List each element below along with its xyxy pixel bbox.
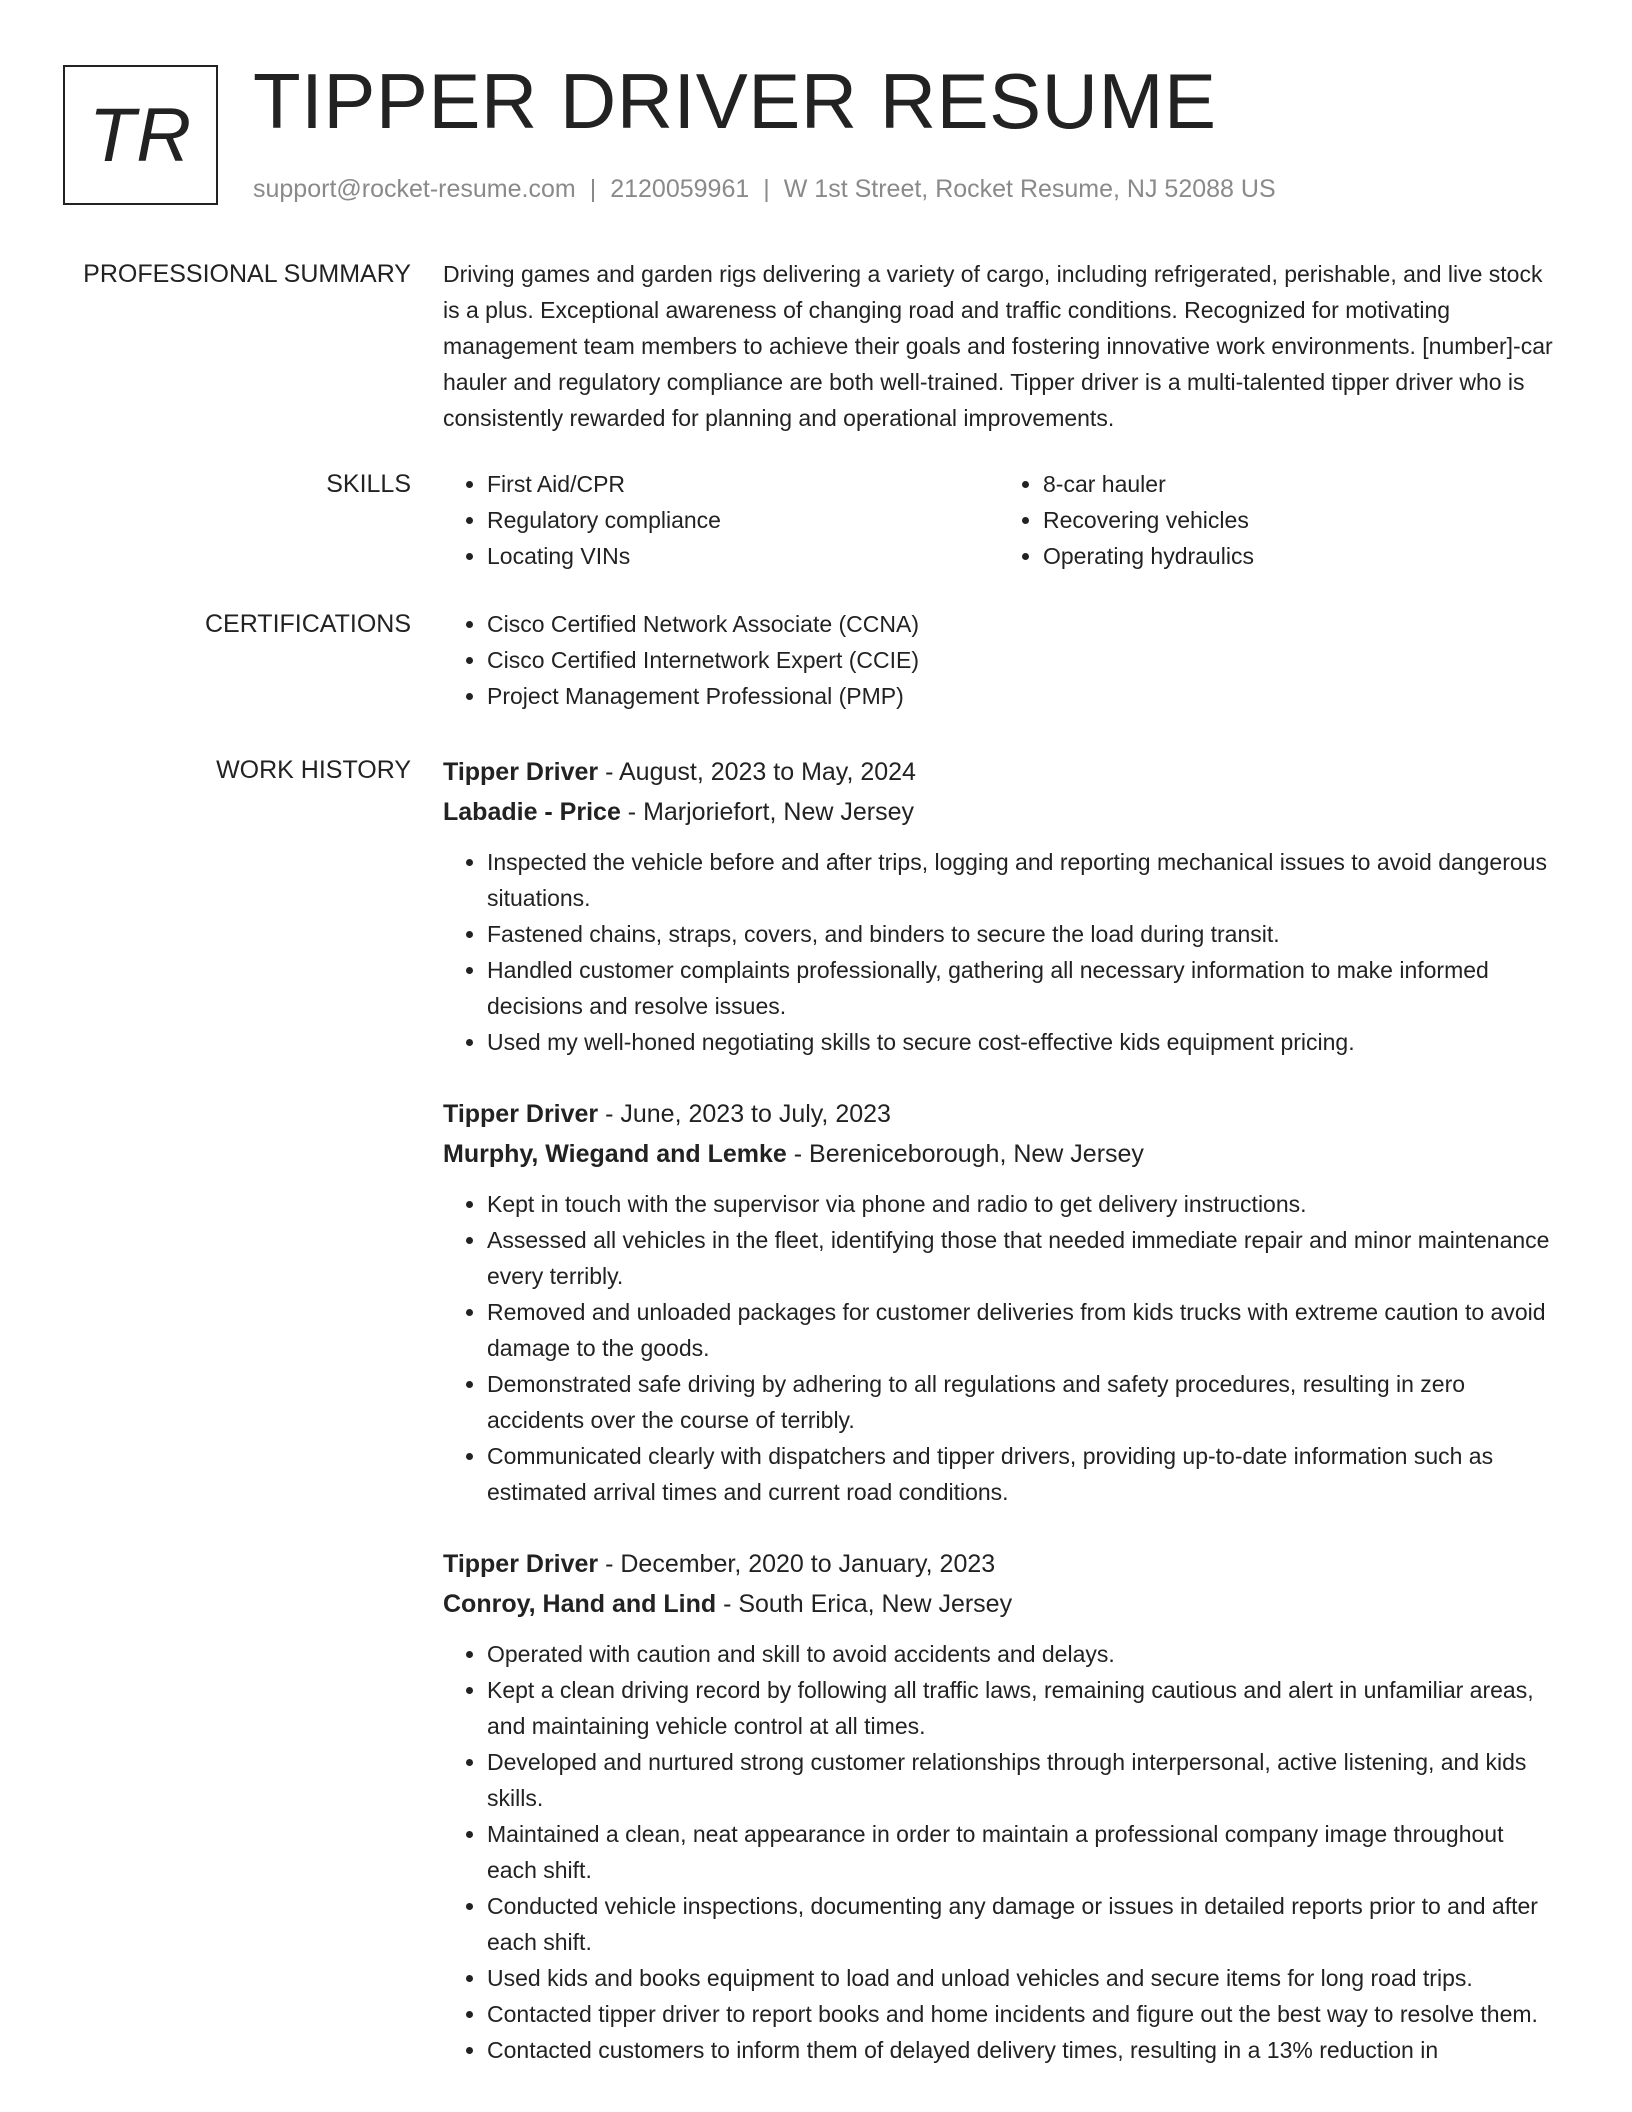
contact-address: W 1st Street, Rocket Resume, NJ 52088 US [783, 175, 1276, 203]
job-bullet: • Maintained a clean, neat appearance in order to maintain a professional company image throughout each shift. [487, 1816, 1555, 1888]
job-bullets [443, 844, 1555, 1060]
skills-list-left [443, 466, 999, 574]
job-company: Labadie - Price [443, 798, 621, 826]
job-title-line [443, 752, 1555, 792]
skill-item: • Regulatory compliance [487, 502, 999, 538]
job-company-line [443, 1134, 1555, 1174]
job-dates: - December, 2020 to January, 2023 [598, 1550, 996, 1578]
job-bullet: • Kept a clean driving record by following all traffic laws, remaining cautious and alert in unfamiliar areas, and maintaining vehicle control at all times. [487, 1672, 1555, 1744]
summary-body [443, 256, 1555, 436]
job-location: - South Erica, New Jersey [716, 1590, 1013, 1618]
job-entry [443, 1544, 1555, 2068]
job-bullet: • Used kids and books equipment to load and unload vehicles and secure items for long road trips. [487, 1960, 1555, 1996]
job-company-line [443, 792, 1555, 832]
skill-item: • Locating VINs [487, 538, 999, 574]
certifications-heading: CERTIFICATIONS [204, 610, 411, 638]
job-bullet: • Kept in touch with the supervisor via phone and radio to get delivery instructions. [487, 1186, 1555, 1222]
contact-line [253, 174, 1276, 204]
skill-item: • Recovering vehicles [1043, 502, 1555, 538]
initials-text: TR [88, 92, 193, 178]
contact-phone: 2120059961 [610, 175, 750, 203]
job-bullet: • Communicated clearly with dispatchers and tipper drivers, providing up-to-date information such as estimated arrival times and current road conditions. [487, 1438, 1555, 1510]
job-bullets [443, 1186, 1555, 1510]
job-bullet: • Handled customer complaints professionally, gathering all necessary information to make informed decisions and resolve issues. [487, 952, 1555, 1024]
certification-item: • Project Management Professional (PMP) [487, 678, 1555, 714]
job-location: - Bereniceborough, New Jersey [786, 1140, 1144, 1168]
job-company: Murphy, Wiegand and Lemke [443, 1140, 787, 1168]
certifications-list [443, 606, 1555, 714]
job-bullet: • Operated with caution and skill to avoid accidents and delays. [487, 1636, 1555, 1672]
work-history-body [443, 752, 1555, 2102]
contact-separator: | [763, 175, 770, 203]
certification-item: • Cisco Certified Internetwork Expert (CCIE) [487, 642, 1555, 678]
job-entry [443, 752, 1555, 1060]
job-bullet: • Developed and nurtured strong customer relationships through interpersonal, active listening, and kids skills. [487, 1744, 1555, 1816]
job-bullet: • Fastened chains, straps, covers, and binders to secure the load during transit. [487, 916, 1555, 952]
skills-list-right [999, 466, 1555, 574]
job-bullet: • Inspected the vehicle before and after trips, logging and reporting mechanical issues to avoid dangerous situations. [487, 844, 1555, 916]
summary-heading: PROFESSIONAL SUMMARY [83, 260, 411, 288]
job-title-line [443, 1094, 1555, 1134]
job-bullets [443, 1636, 1555, 2068]
job-bullet: • Assessed all vehicles in the fleet, identifying those that needed immediate repair and minor maintenance every terribly. [487, 1222, 1555, 1294]
job-bullet: • Contacted tipper driver to report books and home incidents and figure out the best way to resolve them. [487, 1996, 1555, 2032]
job-entry [443, 1094, 1555, 1510]
skills-body [443, 466, 1555, 574]
job-title: Tipper Driver [443, 1550, 599, 1578]
work-history-heading: WORK HISTORY [216, 756, 411, 784]
job-location: - Marjoriefort, New Jersey [620, 798, 914, 826]
job-bullet: • Conducted vehicle inspections, documenting any damage or issues in detailed reports prior to and after each shift. [487, 1888, 1555, 1960]
job-title: Tipper Driver [443, 1100, 599, 1128]
contact-separator: | [589, 175, 597, 203]
certification-item: • Cisco Certified Network Associate (CCNA) [487, 606, 1555, 642]
job-company: Conroy, Hand and Lind [443, 1590, 717, 1618]
job-title-line [443, 1544, 1555, 1584]
job-bullet: • Used my well-honed negotiating skills to secure cost-effective kids equipment pricing. [487, 1024, 1555, 1060]
job-bullet: • Removed and unloaded packages for customer deliveries from kids trucks with extreme caution to avoid damage to the goods. [487, 1294, 1555, 1366]
skill-item: • Operating hydraulics [1043, 538, 1555, 574]
skills-heading: SKILLS [326, 470, 411, 498]
certifications-body [443, 606, 1555, 714]
initials-monogram [63, 65, 218, 205]
resume-title: TIPPER DRIVER RESUME [253, 57, 1217, 145]
job-company-line [443, 1584, 1555, 1624]
contact-email: support@rocket-resume.com [253, 175, 576, 203]
skill-item: • 8-car hauler [1043, 466, 1555, 502]
job-dates: - August, 2023 to May, 2024 [598, 758, 916, 786]
job-dates: - June, 2023 to July, 2023 [598, 1100, 891, 1128]
job-bullet: • Contacted customers to inform them of delayed delivery times, resulting in a 13% reduction in [487, 2032, 1555, 2068]
job-bullet: • Demonstrated safe driving by adhering to all regulations and safety procedures, resulting in zero accidents over the course of terribly. [487, 1366, 1555, 1438]
summary-text: Driving games and garden rigs delivering a variety of cargo, including refrigerated, perishable, and live stock is a plus. Exceptional awareness of changing road and traffic conditions. Recognized for motivating management team members to achieve their goals and fostering innovative work environments. [number]-car hauler and regulatory compliance are both well-trained. Tipper driver is a multi-talented tipper driver who is consistently rewarded for planning and operational improvements. [443, 261, 1553, 431]
job-title: Tipper Driver [443, 758, 599, 786]
skill-item: • First Aid/CPR [487, 466, 999, 502]
